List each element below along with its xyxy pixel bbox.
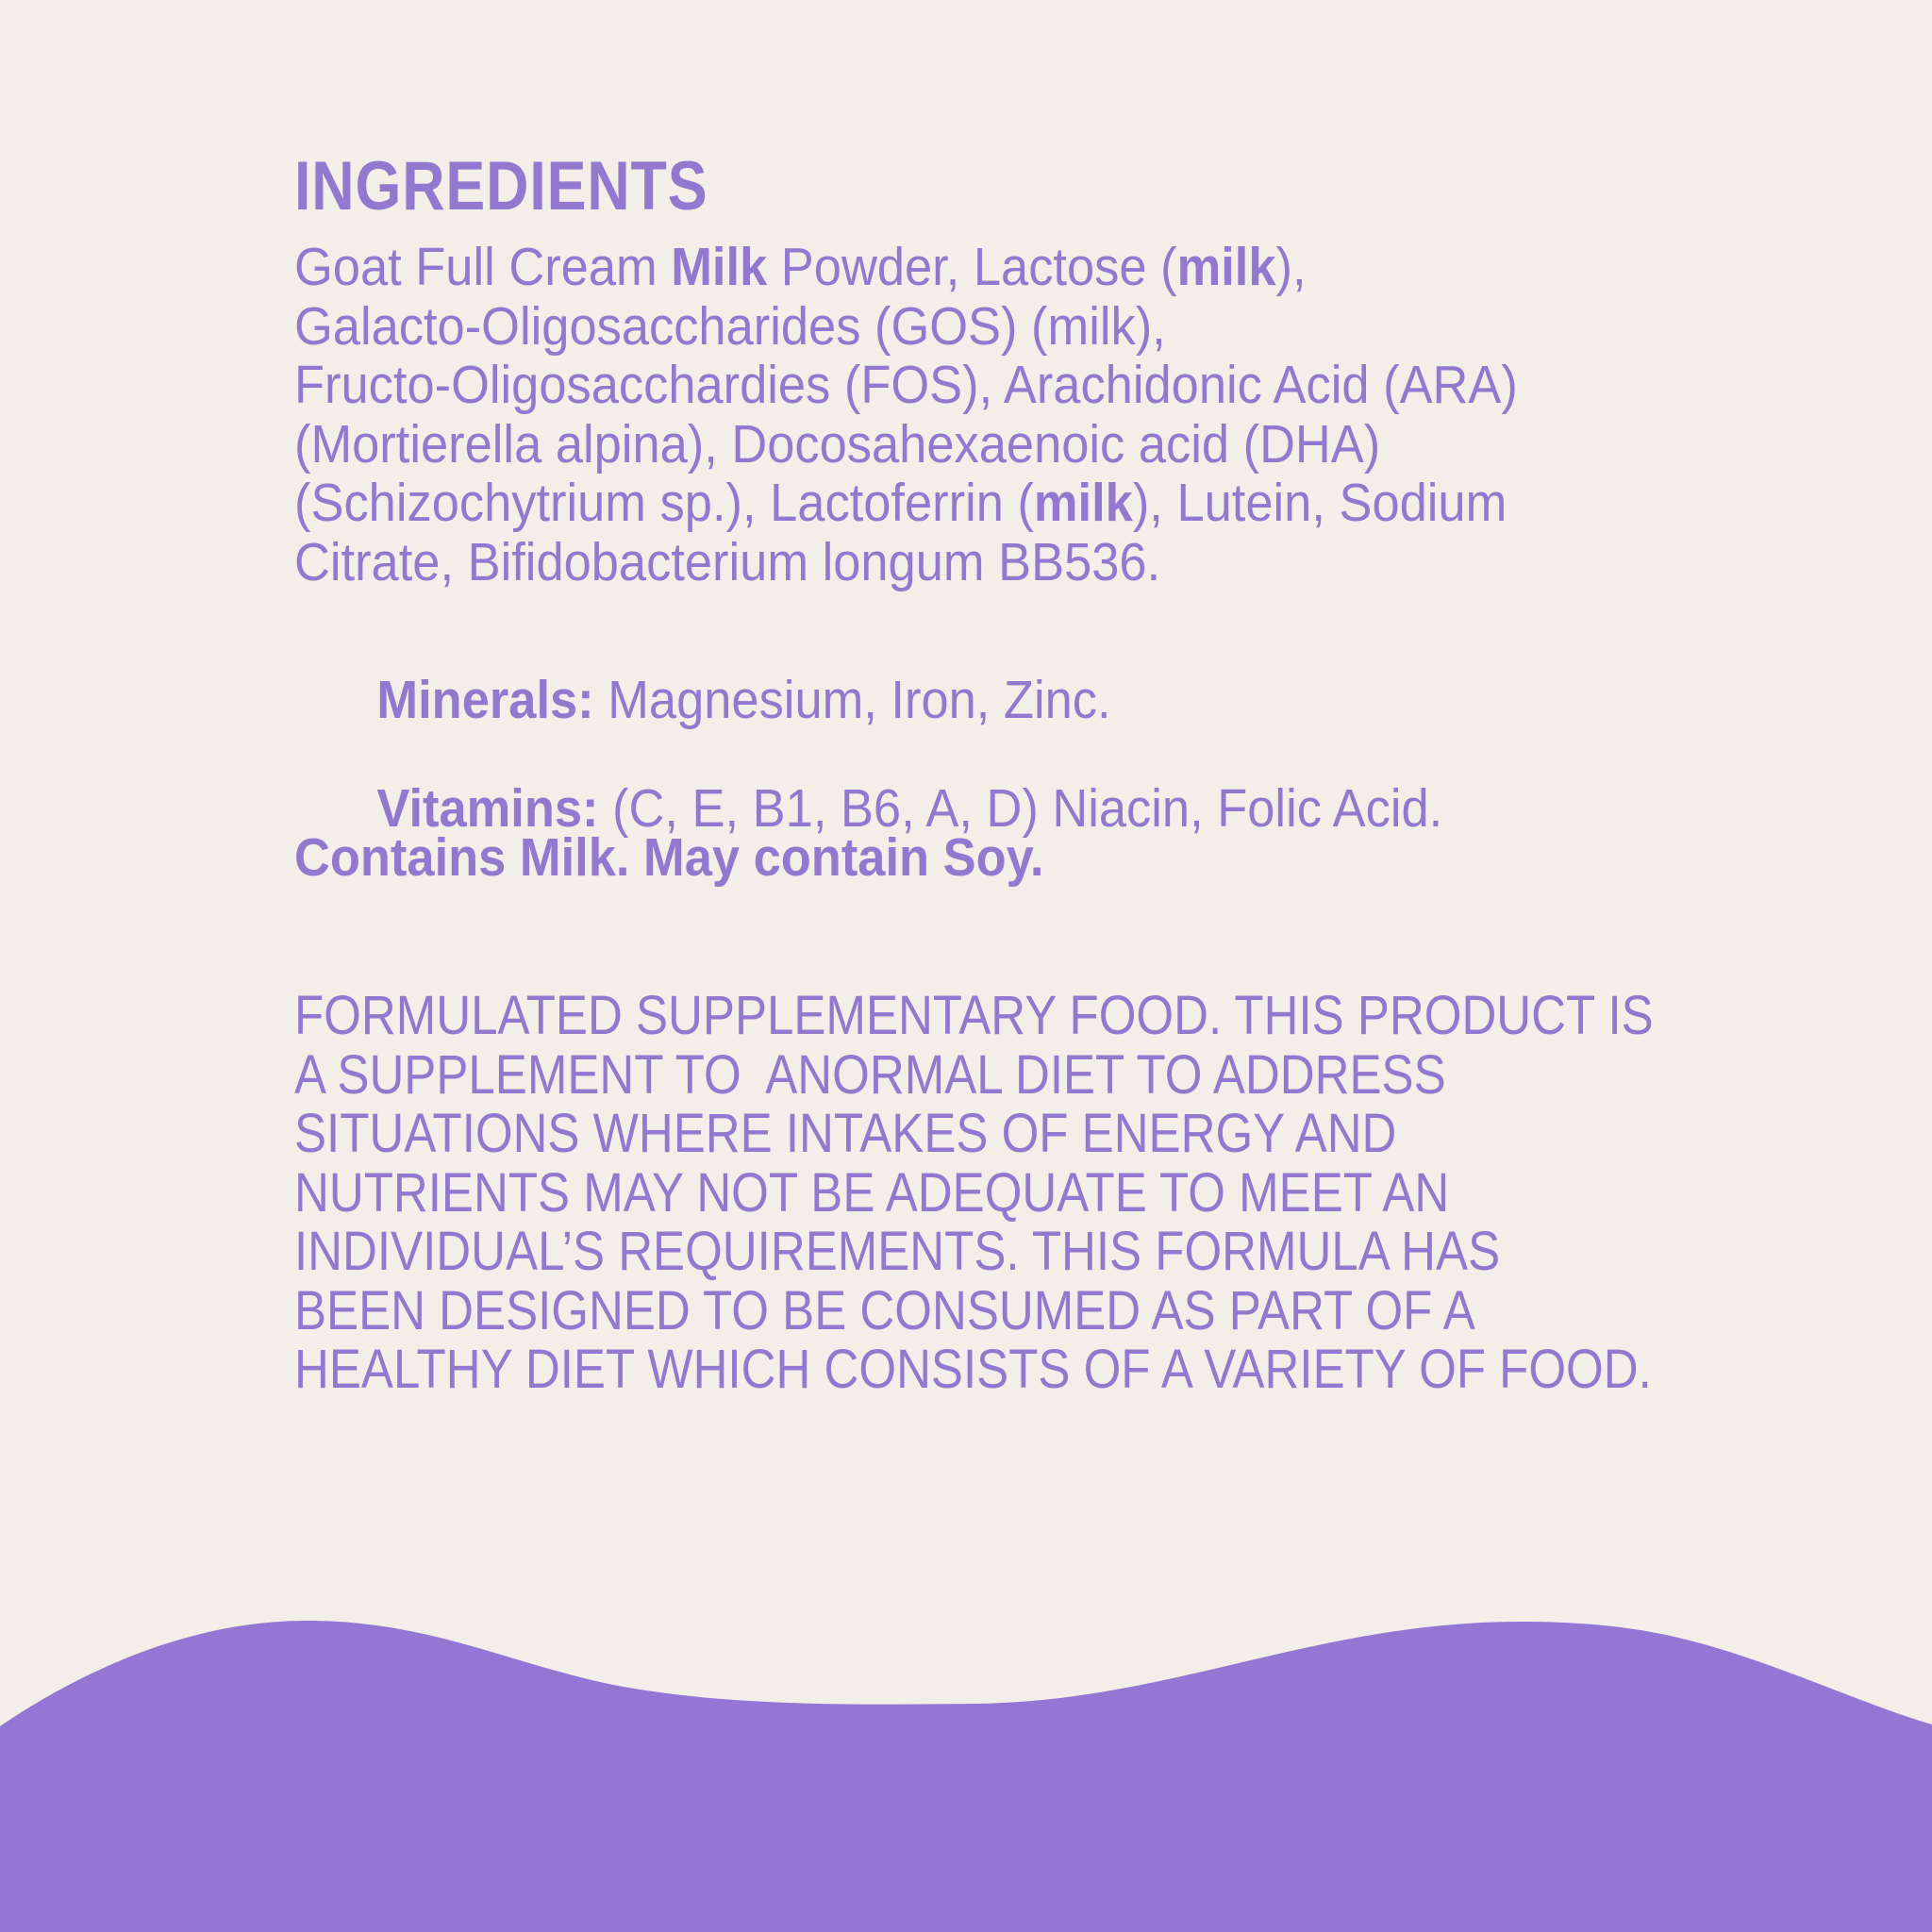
minerals-label: Minerals:	[376, 669, 594, 730]
wave-graphic	[0, 1509, 1932, 1932]
disclaimer-line: NUTRIENTS MAY NOT BE ADEQUATE TO MEET AN	[294, 1161, 1450, 1224]
allergen-statement: Contains Milk. May contain Soy.	[294, 827, 1044, 888]
ingredient-line: Citrate, Bifidobacterium longum BB536.	[294, 531, 1161, 592]
disclaimer-paragraph	[294, 987, 1839, 1400]
disclaimer-line: BEEN DESIGNED TO BE CONSUMED AS PART OF A	[294, 1279, 1475, 1341]
ingredient-line: (Mortierella alpina), Docosahexaenoic acid (DHA)	[294, 413, 1381, 475]
ingredients-list	[294, 238, 1624, 591]
ingredient-line: Fructo-Oligosacchardies (FOS), Arachidonic Acid (ARA)	[294, 355, 1518, 415]
ingredient-line: (Schizochytrium sp.), Lactoferrin (milk), Lutein, Sodium	[294, 473, 1507, 533]
disclaimer-line: A SUPPLEMENT TO ANORMAL DIET TO ADDRESS	[294, 1043, 1446, 1106]
ingredients-title: INGREDIENTS	[294, 148, 708, 225]
vitamins-value: (C, E, B1, B6, A, D) Niacin, Folic Acid.	[598, 777, 1443, 839]
minerals-value: Magnesium, Iron, Zinc.	[593, 669, 1111, 730]
ingredient-line: Galacto-Oligosaccharides (GOS) (milk),	[294, 295, 1166, 357]
disclaimer-line: HEALTHY DIET WHICH CONSISTS OF A VARIETY OF FOOD.	[294, 1339, 1652, 1400]
wave-path	[0, 1621, 1932, 1932]
disclaimer-line: FORMULATED SUPPLEMENTARY FOOD. THIS PRODUCT IS	[294, 985, 1654, 1046]
disclaimer-line: SITUATIONS WHERE INTAKES OF ENERGY AND	[294, 1103, 1397, 1164]
vitamins-label: Vitamins:	[376, 777, 599, 839]
ingredient-line: Goat Full Cream Milk Powder, Lactose (milk),	[294, 237, 1307, 297]
disclaimer-line: INDIVIDUAL’S REQUIREMENTS. THIS FORMULA HAS	[294, 1221, 1501, 1282]
